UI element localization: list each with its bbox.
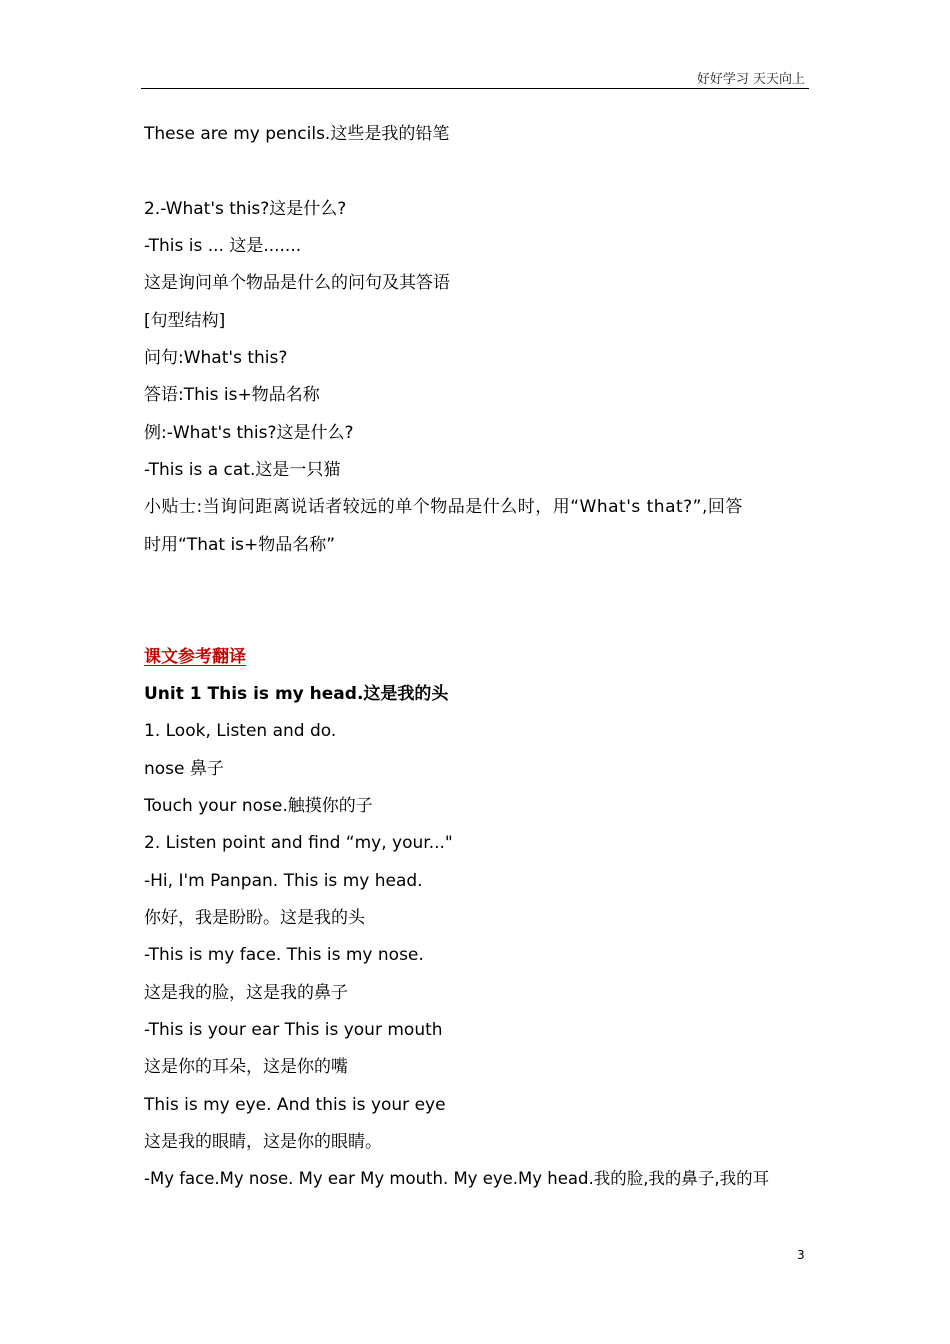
text-line: -This is your ear This is your mouth: [144, 1020, 443, 1040]
text-line: This is my eye. And this is your eye: [144, 1095, 446, 1115]
text-line: 小贴士:当询问距离说话者较远的单个物品是什么时，用“What's that?”,回答: [144, 497, 743, 517]
text-line: -My face.My nose. My ear My mouth. My eye.My head.我的脸,我的鼻子,我的耳: [144, 1169, 770, 1188]
text-line: 这是我的眼睛，这是你的眼睛。: [144, 1132, 382, 1152]
text-line: Touch your nose.触摸你的子: [144, 796, 373, 816]
text-line: -This is my face. This is my nose.: [144, 945, 424, 965]
text-line: 例:-What's this?这是什么?: [144, 423, 354, 443]
text-line: 问句:What's this?: [144, 348, 288, 368]
text-line: 1. Look, Listen and do.: [144, 721, 337, 741]
section-title: 课文参考翻译: [144, 647, 246, 667]
text-line: 2.-What's this?这是什么?: [144, 199, 347, 219]
text-line: 2. Listen point and find “my, your...": [144, 833, 453, 853]
text-line: 这是询问单个物品是什么的问句及其答语: [144, 273, 450, 293]
unit-title: Unit 1 This is my head.这是我的头: [144, 684, 449, 704]
text-line: -This is a cat.这是一只猫: [144, 460, 341, 480]
text-line: nose 鼻子: [144, 759, 224, 779]
text-line: 时用“That is+物品名称”: [144, 535, 336, 555]
header-motto: 好好学习 天天向上: [696, 72, 805, 87]
text-line: [句型结构]: [144, 311, 226, 331]
text-line: 答语:This is+物品名称: [144, 385, 320, 405]
text-line: 这是我的脸，这是我的鼻子: [144, 983, 348, 1003]
text-line: 你好，我是盼盼。这是我的头: [144, 908, 365, 928]
page-header: [141, 64, 809, 89]
text-line: -This is ... 这是.......: [144, 236, 302, 256]
page-number: 3: [797, 1248, 805, 1262]
text-line: These are my pencils.这些是我的铅笔: [144, 124, 450, 144]
text-line: -Hi, I'm Panpan. This is my head.: [144, 871, 423, 891]
text-line: 这是你的耳朵，这是你的嘴: [144, 1057, 348, 1077]
